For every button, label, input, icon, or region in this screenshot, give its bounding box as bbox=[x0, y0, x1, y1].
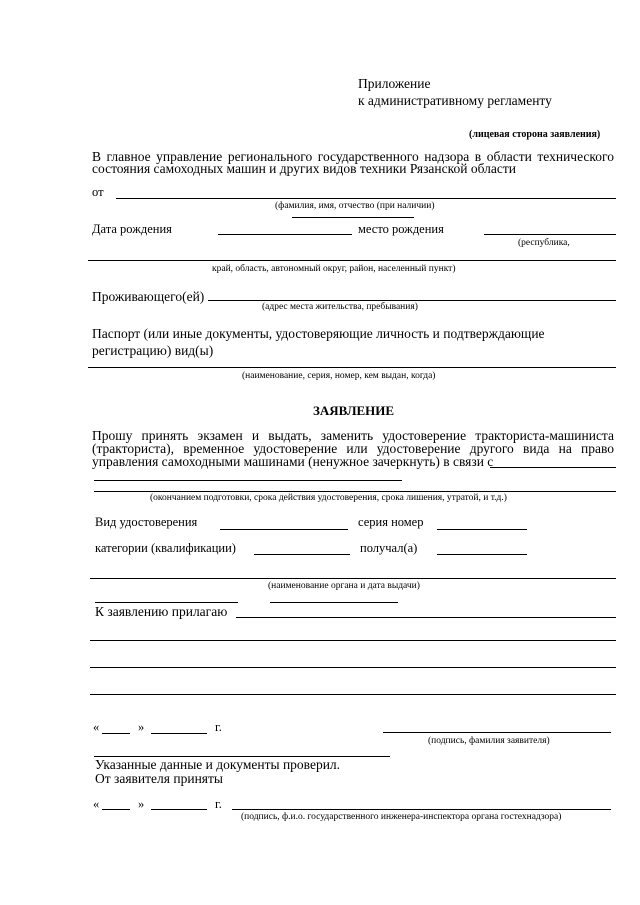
birth-place-caption-1: (республика, bbox=[518, 238, 570, 248]
passport-line[interactable] bbox=[88, 367, 616, 368]
attach-label: К заявлению прилагаю bbox=[95, 604, 228, 619]
statement-line-1: Прошу принять экзамен и выдать, заменить удостоверение тракториста-машиниста bbox=[92, 428, 614, 443]
residing-label: Проживающего(ей) bbox=[92, 289, 205, 304]
residing-caption: (адрес места жительства, пребывания) bbox=[262, 302, 418, 312]
accept-month-line[interactable] bbox=[151, 809, 207, 810]
series-number-line[interactable] bbox=[437, 529, 527, 530]
accept-day-line[interactable] bbox=[102, 809, 130, 810]
received-line[interactable] bbox=[437, 554, 527, 555]
birth-date-line[interactable] bbox=[218, 234, 352, 235]
front-side-note: (лицевая сторона заявления) bbox=[469, 129, 601, 140]
passport-caption: (наименование, серия, номер, кем выдан, когда) bbox=[242, 371, 436, 381]
date-month-line[interactable] bbox=[151, 733, 207, 734]
reason-caption: (окончанием подготовки, срока действия удостоверения, срока лишения, утратой, и т.д.) bbox=[150, 493, 507, 503]
categories-label: категории (квалификации) bbox=[95, 541, 236, 555]
cert-type-label: Вид удостоверения bbox=[95, 515, 198, 529]
date-year-suffix: г. bbox=[215, 720, 222, 734]
short-line-right bbox=[270, 602, 398, 603]
date-quote-close: » bbox=[138, 720, 145, 734]
appendix-title: Приложение bbox=[358, 76, 431, 91]
birth-place-caption-2: край, область, автономный округ, район, населенный пункт) bbox=[212, 264, 456, 274]
reason-line-3[interactable] bbox=[94, 491, 616, 492]
cert-type-line[interactable] bbox=[220, 529, 348, 530]
residing-line[interactable] bbox=[208, 300, 616, 301]
statement-line-3: управления самоходными машинами (ненужное зачеркнуть) в связи с bbox=[92, 454, 494, 469]
addressee-line-1: В главное управление регионального государственного надзора в области технического bbox=[92, 149, 614, 164]
applicant-caption: (подпись, фамилия заявителя) bbox=[428, 736, 550, 746]
inspector-signature-line[interactable] bbox=[232, 809, 611, 810]
short-line-left bbox=[95, 602, 238, 603]
accept-year-suffix: г. bbox=[215, 797, 222, 811]
verification-line-1: Указанные данные и документы проверил. bbox=[95, 757, 341, 772]
short-separator bbox=[292, 217, 414, 218]
passport-line-2: регистрацию) вид(ы) bbox=[92, 343, 214, 358]
issuer-line[interactable] bbox=[90, 578, 616, 579]
birth-place-line[interactable] bbox=[484, 234, 616, 235]
date-day-line[interactable] bbox=[102, 733, 130, 734]
from-caption: (фамилия, имя, отчество (при наличии) bbox=[275, 201, 435, 211]
birth-date-label: Дата рождения bbox=[92, 222, 172, 236]
applicant-signature-line[interactable] bbox=[383, 732, 611, 733]
attach-line-3[interactable] bbox=[90, 667, 616, 668]
from-label: от bbox=[92, 185, 104, 199]
statement-title: ЗАЯВЛЕНИЕ bbox=[313, 403, 395, 418]
from-line[interactable] bbox=[116, 198, 616, 199]
attach-line-2[interactable] bbox=[90, 640, 616, 641]
reason-line-2[interactable] bbox=[94, 480, 402, 481]
inspector-caption: (подпись, ф.и.о. государственного инженера-инспектора органа гостехнадзора) bbox=[241, 812, 562, 822]
received-label: получал(а) bbox=[360, 541, 418, 555]
attach-line-1[interactable] bbox=[236, 617, 616, 618]
birth-place-label: место рождения bbox=[358, 222, 444, 236]
reason-line-1[interactable] bbox=[490, 467, 616, 468]
series-number-label: серия номер bbox=[358, 515, 424, 529]
appendix-subtitle: к административному регламенту bbox=[358, 93, 552, 108]
verification-line-2: От заявителя приняты bbox=[95, 771, 223, 786]
passport-line-1: Паспорт (или иные документы, удостоверяющие личность и подтверждающие bbox=[92, 326, 545, 341]
birth-place-line-2[interactable] bbox=[88, 260, 616, 261]
accept-quote-close: » bbox=[138, 797, 145, 811]
addressee-line-2: состояния самоходных машин и других видов техники Рязанской области bbox=[92, 161, 516, 176]
date-quote-open: « bbox=[93, 720, 100, 734]
attach-line-4[interactable] bbox=[90, 694, 616, 695]
categories-line[interactable] bbox=[254, 554, 350, 555]
issuer-caption: (наименование органа и дата выдачи) bbox=[268, 581, 420, 591]
accept-quote-open: « bbox=[93, 797, 100, 811]
statement-line-2: (тракториста), временное удостоверение или удостоверение другого вида на право bbox=[92, 441, 614, 456]
